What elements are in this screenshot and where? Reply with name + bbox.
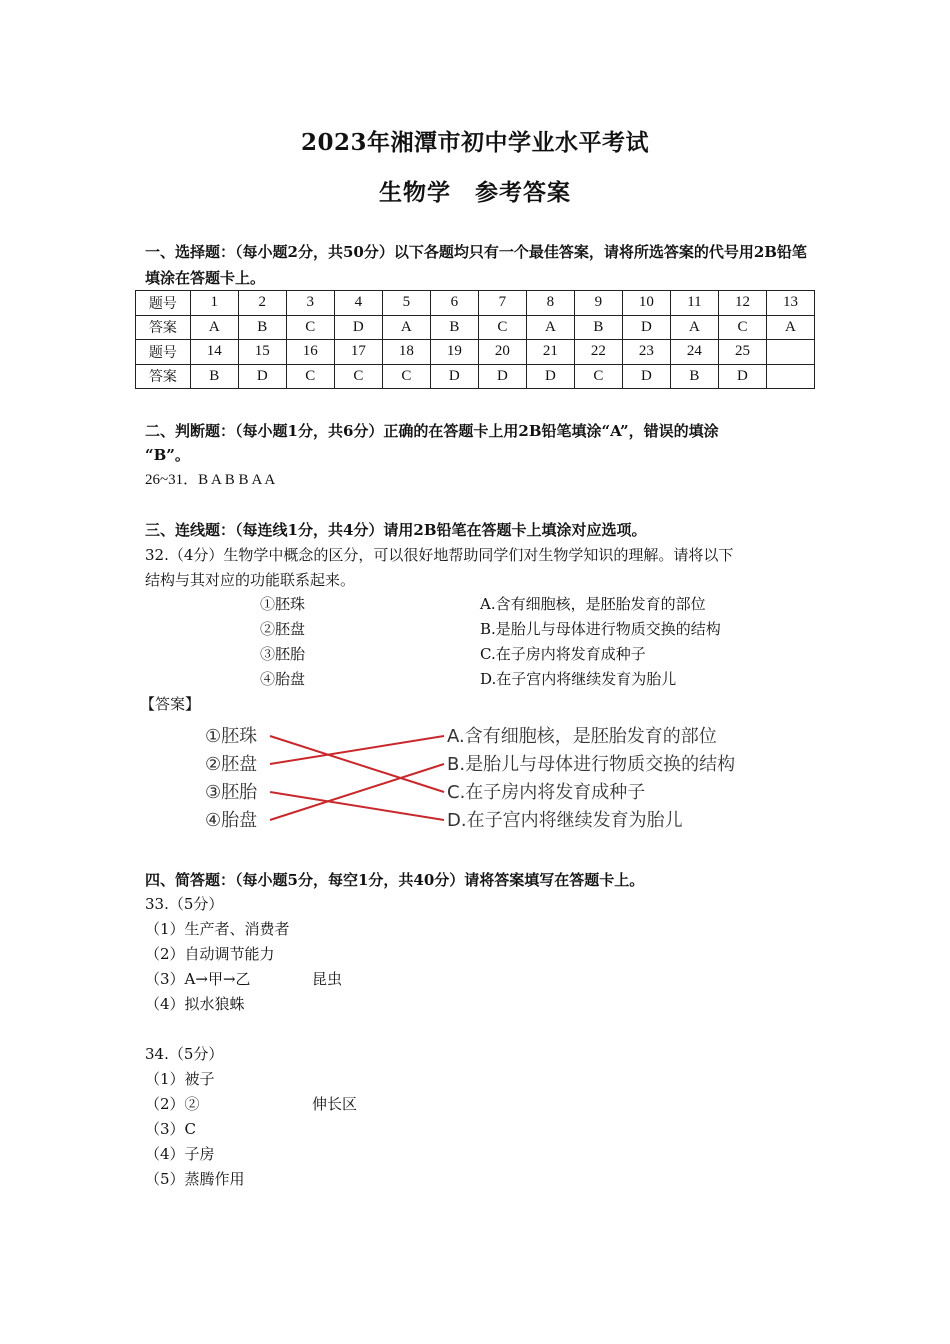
table-cell <box>766 340 814 365</box>
table-row <box>136 291 815 316</box>
table-cell: A <box>766 315 814 340</box>
table-cell: 11 <box>670 291 718 316</box>
match-right-item: B.是胎儿与母体进行物质交换的结构 <box>480 620 721 638</box>
table-row <box>136 364 815 389</box>
table-cell: B <box>430 315 478 340</box>
table-cell: D <box>238 364 286 389</box>
section1-heading: 一、选择题：（每小题2分，共50分）以下各题均只有一个最佳答案，请将所选答案的代号用2B铅笔填涂在答题卡上。 <box>145 243 807 287</box>
table-cell: 题号 <box>136 291 191 316</box>
q33-title: 33.（5分） <box>145 895 224 913</box>
q34-answer: （2）② <box>145 1095 200 1113</box>
table-cell: 5 <box>382 291 430 316</box>
table-cell: D <box>478 364 526 389</box>
table-cell: 4 <box>334 291 382 316</box>
q34-answer: （5）蒸腾作用 <box>145 1170 245 1188</box>
table-cell: 21 <box>526 340 574 365</box>
table-cell: C <box>286 364 334 389</box>
diagram-left-item: ①胚珠 <box>205 726 258 747</box>
section2-answer: 26~31．B A B B A A <box>145 472 276 488</box>
table-cell: B <box>238 315 286 340</box>
table-cell: 12 <box>718 291 766 316</box>
table-cell: 14 <box>190 340 238 365</box>
table-cell: B <box>190 364 238 389</box>
table-cell: D <box>430 364 478 389</box>
match-right-item: D.在子宫内将继续发育为胎儿 <box>480 670 677 688</box>
match-line <box>270 736 444 792</box>
q32-text-line2: 结构与其对应的功能联系起来。 <box>145 571 356 589</box>
q33-answer-extra: 昆虫 <box>312 970 343 988</box>
table-cell: 22 <box>574 340 622 365</box>
table-cell: 25 <box>718 340 766 365</box>
table-cell: C <box>718 315 766 340</box>
q34-answer: （1）被子 <box>145 1070 215 1088</box>
q33-answer: （1）生产者、消费者 <box>145 920 290 938</box>
table-cell: C <box>574 364 622 389</box>
table-row <box>136 315 815 340</box>
table-cell: 23 <box>622 340 670 365</box>
q33-answer: （4）拟水狼蛛 <box>145 995 245 1013</box>
section2-heading-line2: “B”。 <box>145 446 190 464</box>
table-cell: 13 <box>766 291 814 316</box>
diagram-right-item: B.是胎儿与母体进行物质交换的结构 <box>447 754 736 775</box>
table-cell: A <box>382 315 430 340</box>
table-cell: A <box>670 315 718 340</box>
table-cell: 10 <box>622 291 670 316</box>
table-cell: 答案 <box>136 315 191 340</box>
match-right-item: A.含有细胞核，是胚胎发育的部位 <box>480 595 706 613</box>
choice-answer-table <box>135 290 815 389</box>
match-left-item: ④胎盘 <box>260 670 306 688</box>
section3-heading: 三、连线题：（每连线1分，共4分）请用2B铅笔在答题卡上填涂对应选项。 <box>145 521 647 539</box>
table-cell: 答案 <box>136 364 191 389</box>
q32-text-line1: 32.（4分）生物学中概念的区分，可以很好地帮助同学们对生物学知识的理解。请将以下 <box>145 546 734 564</box>
table-cell: C <box>334 364 382 389</box>
table-cell: 7 <box>478 291 526 316</box>
section4-heading: 四、简答题：（每小题5分，每空1分，共40分）请将答案填写在答题卡上。 <box>145 871 645 889</box>
q34-answer-extra: 伸长区 <box>312 1095 358 1113</box>
table-row <box>136 340 815 365</box>
table-cell: D <box>718 364 766 389</box>
diagram-right-item: A.含有细胞核，是胚胎发育的部位 <box>447 726 717 747</box>
table-cell: 18 <box>382 340 430 365</box>
table-cell: 9 <box>574 291 622 316</box>
diagram-left-item: ③胚胎 <box>205 782 258 803</box>
table-cell: 3 <box>286 291 334 316</box>
table-cell: A <box>190 315 238 340</box>
match-line <box>270 736 444 764</box>
table-cell: B <box>670 364 718 389</box>
q34-answer: （4）子房 <box>145 1145 215 1163</box>
q34-answer: （3）C <box>145 1120 197 1138</box>
diagram-left-item: ②胚盘 <box>205 754 258 775</box>
table-cell <box>766 364 814 389</box>
table-cell: D <box>622 364 670 389</box>
match-left-item: ②胚盘 <box>260 620 306 638</box>
answer-label: 【答案】 <box>140 695 201 713</box>
match-line <box>270 792 444 820</box>
q34-title: 34.（5分） <box>145 1045 224 1063</box>
table-cell: 24 <box>670 340 718 365</box>
table-cell: C <box>286 315 334 340</box>
q33-answer: （3）A→甲→乙 <box>145 970 251 988</box>
q33-answer: （2）自动调节能力 <box>145 945 275 963</box>
match-line <box>270 764 444 820</box>
table-cell: 20 <box>478 340 526 365</box>
diagram-right-item: C.在子房内将发育成种子 <box>447 782 646 803</box>
table-cell: 题号 <box>136 340 191 365</box>
match-left-item: ③胚胎 <box>260 645 306 663</box>
table-cell: D <box>526 364 574 389</box>
matching-answer-diagram <box>200 720 760 836</box>
table-cell: B <box>574 315 622 340</box>
table-cell: C <box>478 315 526 340</box>
section2-heading-line1: 二、判断题：（每小题1分，共6分）正确的在答题卡上用2B铅笔填涂“A”，错误的填涂 <box>145 422 719 440</box>
table-cell: 1 <box>190 291 238 316</box>
table-cell: 17 <box>334 340 382 365</box>
table-cell: C <box>382 364 430 389</box>
exam-subtitle: 生物学 参考答案 <box>379 179 571 206</box>
table-cell: 6 <box>430 291 478 316</box>
table-cell: 16 <box>286 340 334 365</box>
diagram-left-item: ④胎盘 <box>205 810 258 831</box>
table-cell: D <box>334 315 382 340</box>
table-cell: A <box>526 315 574 340</box>
table-cell: 15 <box>238 340 286 365</box>
table-cell: D <box>622 315 670 340</box>
table-cell: 19 <box>430 340 478 365</box>
match-right-item: C.在子房内将发育成种子 <box>480 645 646 663</box>
match-left-item: ①胚珠 <box>260 595 306 613</box>
exam-title: 2023年湘潭市初中学业水平考试 <box>300 129 649 156</box>
table-cell: 2 <box>238 291 286 316</box>
diagram-right-item: D.在子宫内将继续发育为胎儿 <box>447 810 683 831</box>
table-cell: 8 <box>526 291 574 316</box>
